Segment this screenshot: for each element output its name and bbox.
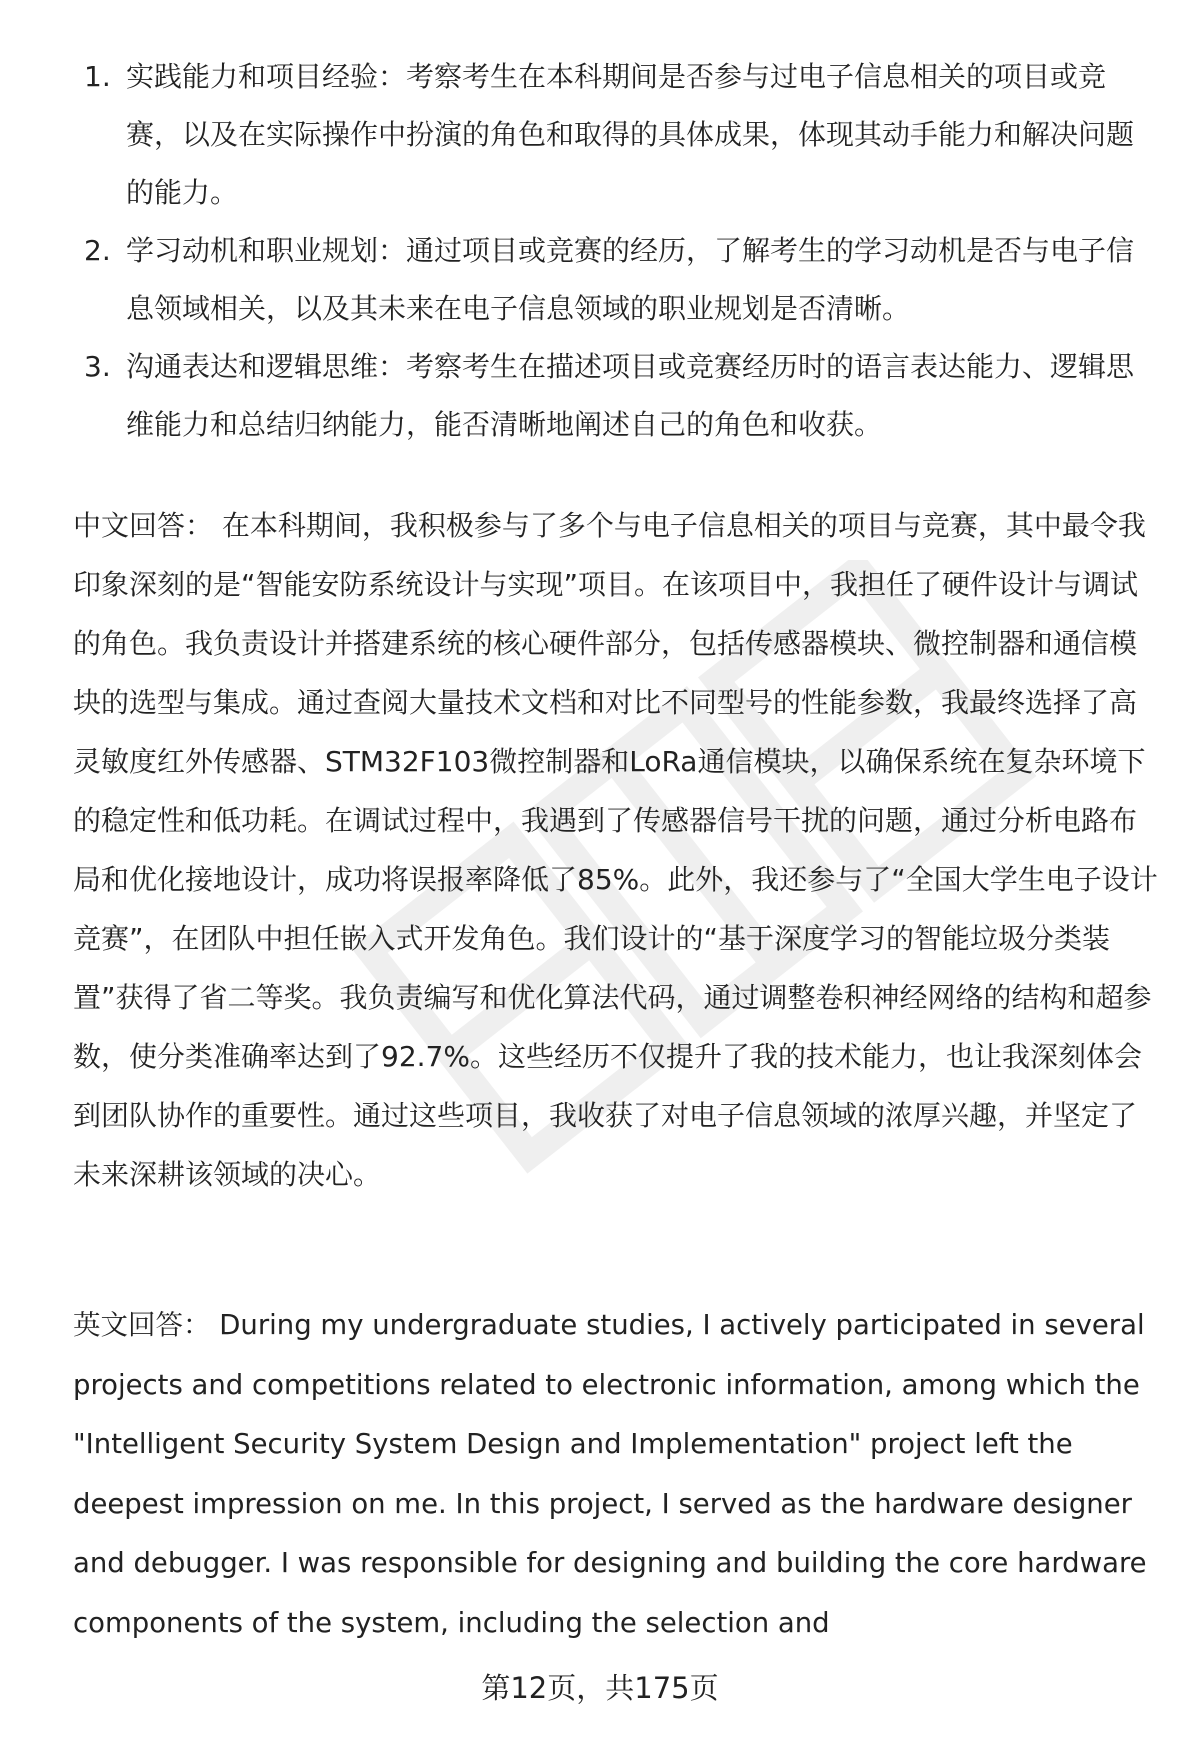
criteria-text: 学习动机和职业规划：通过项目或竞赛的经历，了解考生的学习动机是否与电子信息领域相关，以及其未来在电子信息领域的职业规划是否清晰。	[126, 234, 1135, 325]
criteria-item	[78, 338, 1158, 454]
english-answer-paragraph	[73, 1296, 1158, 1653]
english-answer-text: During my undergraduate studies, I actively participated in several projects and competitions related to electronic information, among which the "Intelligent Security System Design and Implementation" project left the deepest impression on me. In this project, I served as the hardware designer and debugger. I was responsible for designing and building the core hardware components of the system, including the selection and	[73, 1309, 1147, 1639]
criteria-number: 1.	[84, 60, 111, 93]
evaluation-criteria-list	[78, 48, 1158, 454]
chinese-answer-paragraph	[73, 496, 1158, 1204]
chinese-answer-label: 中文回答：	[73, 509, 214, 542]
criteria-text: 沟通表达和逻辑思维：考察考生在描述项目或竞赛经历时的语言表达能力、逻辑思维能力和总结归纳能力，能否清晰地阐述自己的角色和收获。	[126, 350, 1135, 441]
criteria-text: 实践能力和项目经验：考察考生在本科期间是否参与过电子信息相关的项目或竞赛，以及在实际操作中扮演的角色和取得的具体成果，体现其动手能力和解决问题的能力。	[126, 60, 1135, 209]
criteria-item	[78, 222, 1158, 338]
chinese-answer-text: 在本科期间，我积极参与了多个与电子信息相关的项目与竞赛，其中最令我印象深刻的是“智能安防系统设计与实现”项目。在该项目中，我担任了硬件设计与调试的角色。我负责设计并搭建系统的核心硬件部分，包括传感器模块、微控制器和通信模块的选型与集成。通过查阅大量技术文档和对比不同型号的性能参数，我最终选择了高灵敏度红外传感器、STM32F103微控制器和LoRa通信模块，以确保系统在复杂环境下的稳定性和低功耗。在调试过程中，我遇到了传感器信号干扰的问题，通过分析电路布局和优化接地设计，成功将误报率降低了85%。此外，我还参与了“全国大学生电子设计竞赛”，在团队中担任嵌入式开发角色。我们设计的“基于深度学习的智能垃圾分类装置”获得了省二等奖。我负责编写和优化算法代码，通过调整卷积神经网络的结构和超参数，使分类准确率达到了92.7%。这些经历不仅提升了我的技术能力，也让我深刻体会到团队协作的重要性。通过这些项目，我收获了对电子信息领域的浓厚兴趣，并坚定了未来深耕该领域的决心。	[73, 509, 1158, 1191]
page-number-footer: 第12页，共175页	[481, 1671, 719, 1705]
criteria-number: 2.	[84, 234, 111, 267]
english-answer-label: 英文回答：	[73, 1309, 211, 1341]
criteria-item	[78, 48, 1158, 222]
criteria-number: 3.	[84, 350, 111, 383]
